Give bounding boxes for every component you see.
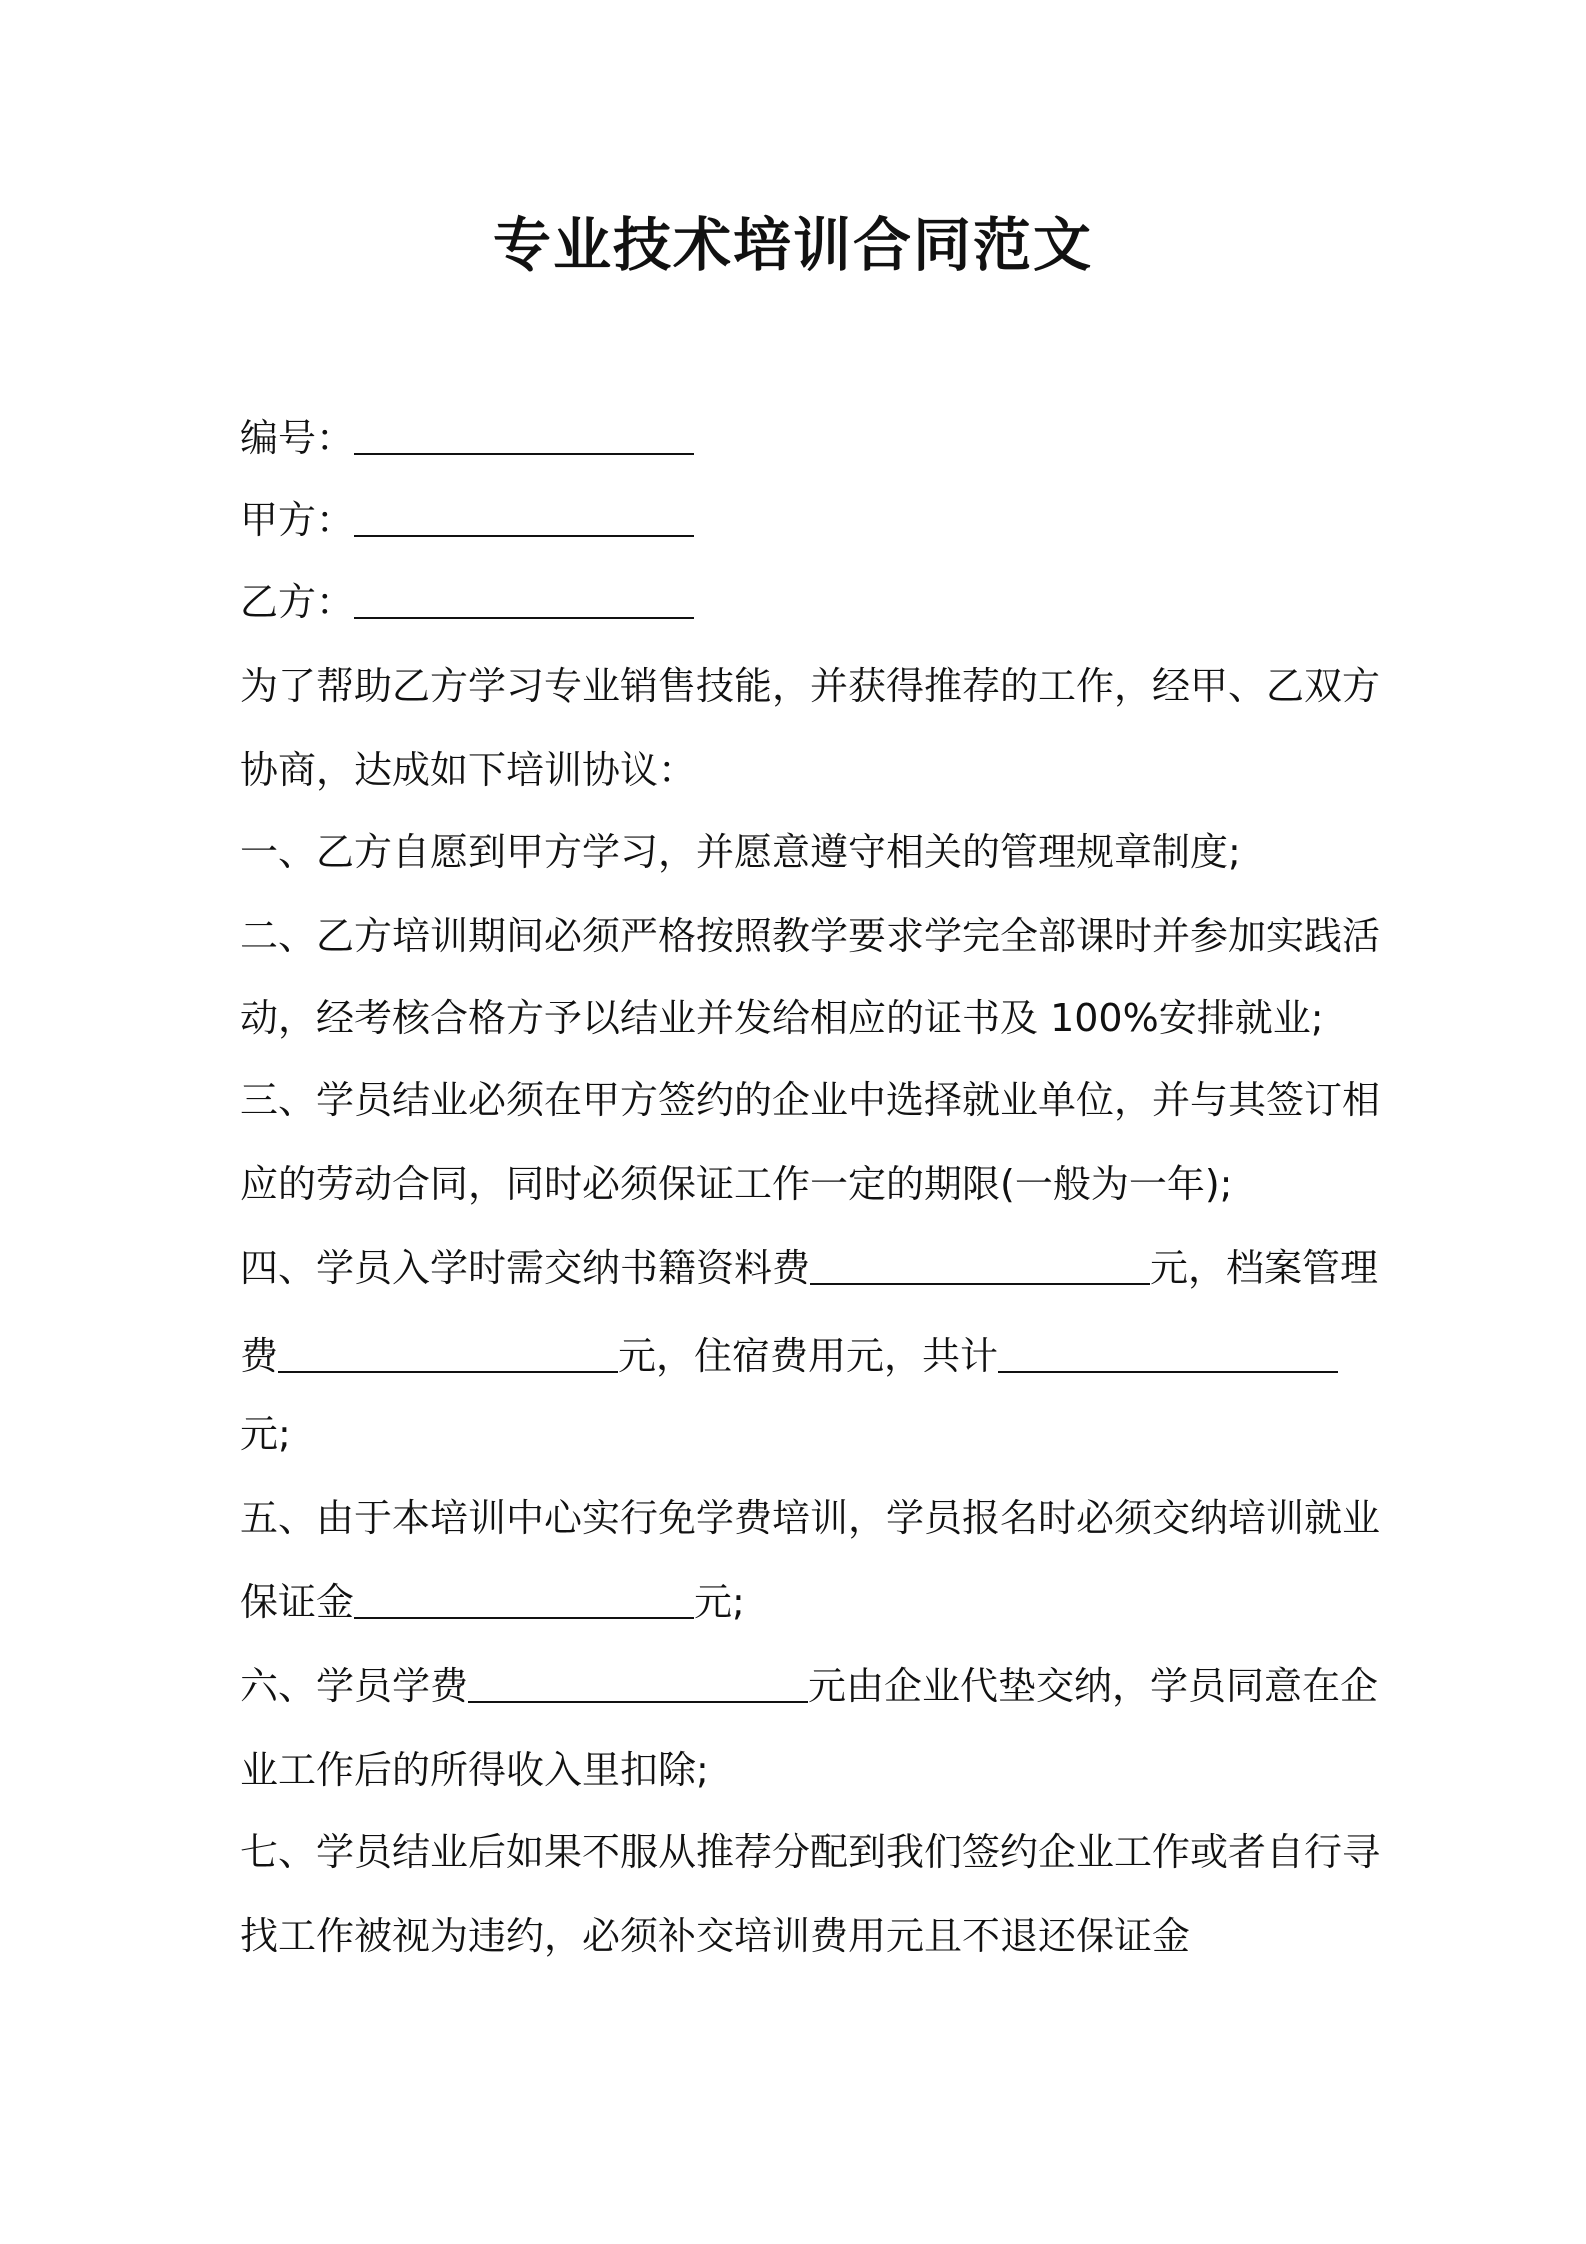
intro-line-2: 协商，达成如下培训协议： [240, 748, 697, 792]
clause-6-text-b: 元由企业代垫交纳，学员同意在企 [808, 1664, 1379, 1708]
clause-4-text-b: 元，档案管理 [1150, 1246, 1379, 1290]
total-fee-blank[interactable] [998, 1335, 1338, 1373]
clause-3-line-2: 应的劳动合同，同时必须保证工作一定的期限(一般为一年); [240, 1162, 1233, 1206]
number-blank[interactable] [354, 417, 694, 455]
clause-5-line-1: 五、由于本培训中心实行免学费培训，学员报名时必须交纳培训就业 [240, 1496, 1381, 1540]
clause-3-line-1: 三、学员结业必须在甲方签约的企业中选择就业单位，并与其签订相 [240, 1078, 1381, 1122]
deposit-blank[interactable] [354, 1581, 694, 1619]
party-b-blank[interactable] [354, 581, 694, 619]
clause-5-text-a: 保证金 [240, 1580, 355, 1624]
party-b-field [240, 572, 1360, 632]
clause-2-line-2: 动，经考核合格方予以结业并发给相应的证书及 100%安排就业; [240, 996, 1324, 1040]
clause-7-line-2: 找工作被视为违约，必须补交培训费用元且不退还保证金 [240, 1914, 1191, 1958]
party-b-label: 乙方： [240, 580, 355, 624]
intro-line-1: 为了帮助乙方学习专业销售技能，并获得推荐的工作，经甲、乙双方 [240, 664, 1381, 708]
clause-4-text-a: 四、学员入学时需交纳书籍资料费 [240, 1246, 811, 1290]
clause-4-text-d: 元，住宿费用元，共计 [618, 1334, 999, 1378]
number-field [240, 408, 1360, 468]
number-label: 编号： [240, 416, 355, 460]
clause-4-line-1 [240, 1238, 1379, 1298]
document-title: 专业技术培训合同范文 [492, 211, 1093, 279]
clause-5-text-b: 元; [694, 1580, 745, 1624]
clause-5-line-2 [240, 1572, 1360, 1632]
clause-6-text-a: 六、学员学费 [240, 1664, 469, 1708]
clause-4-line-3: 元; [240, 1412, 291, 1456]
party-a-label: 甲方： [240, 498, 355, 542]
party-a-blank[interactable] [354, 499, 694, 537]
archive-fee-blank[interactable] [278, 1335, 618, 1373]
clause-7-line-1: 七、学员结业后如果不服从推荐分配到我们签约企业工作或者自行寻 [240, 1830, 1381, 1874]
clause-2-line-1: 二、乙方培训期间必须严格按照教学要求学完全部课时并参加实践活 [240, 914, 1381, 958]
party-a-field [240, 490, 1360, 550]
clause-6-line-2: 业工作后的所得收入里扣除; [240, 1748, 709, 1792]
clause-1: 一、乙方自愿到甲方学习，并愿意遵守相关的管理规章制度; [240, 830, 1241, 874]
clause-4-text-c: 费 [240, 1334, 279, 1378]
book-fee-blank[interactable] [810, 1247, 1150, 1285]
clause-4-line-2 [240, 1326, 1360, 1386]
tuition-blank[interactable] [468, 1665, 808, 1703]
clause-6-line-1 [240, 1656, 1379, 1716]
